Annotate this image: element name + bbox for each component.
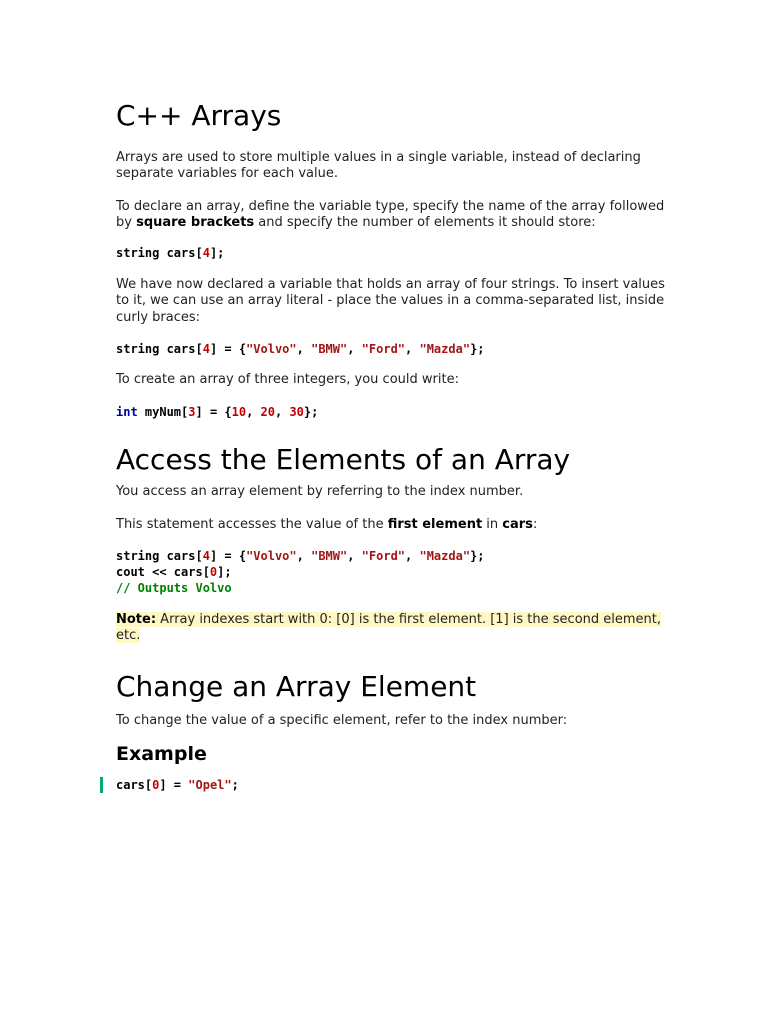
note-highlight bbox=[116, 612, 661, 643]
code-text: , bbox=[405, 342, 420, 357]
code-int-array bbox=[116, 404, 676, 420]
note-text: Array indexes start with 0: [0] is the first element. [1] is the second element, etc. bbox=[116, 611, 662, 644]
code-text: , bbox=[405, 548, 420, 563]
statement-paragraph bbox=[116, 517, 676, 533]
code-text: ] = { bbox=[209, 342, 247, 357]
change-paragraph: To change the value of a specific element, refer to the index number: bbox=[116, 712, 568, 728]
code-text: cars[ bbox=[116, 777, 153, 792]
square-brackets-bold: square brackets bbox=[136, 214, 255, 230]
code-text: string cars[ bbox=[116, 548, 203, 563]
integers-paragraph: To create an array of three integers, you could write: bbox=[116, 372, 459, 388]
access-paragraph: You access an array element by referring to the index number. bbox=[116, 484, 524, 500]
code-text: ]; bbox=[209, 246, 225, 261]
code-text: , bbox=[274, 405, 290, 420]
code-string: "BMW" bbox=[311, 548, 348, 563]
code-text: , bbox=[347, 548, 362, 563]
code-text: }; bbox=[303, 405, 319, 420]
code-string: "Mazda" bbox=[419, 342, 471, 357]
code-comment: // Outputs Volvo bbox=[116, 580, 232, 595]
example-accent-bar bbox=[100, 777, 103, 793]
note-paragraph bbox=[116, 612, 676, 645]
code-number: 10 bbox=[231, 405, 247, 420]
declare-text-before: To declare an array, define the variable type, specify the name of the array followed by bbox=[116, 198, 665, 230]
code-text: cout << cars[ bbox=[116, 564, 210, 579]
code-access-line-3 bbox=[116, 580, 676, 596]
declare-paragraph bbox=[116, 199, 676, 232]
code-string: "Ford" bbox=[361, 548, 406, 563]
code-example bbox=[116, 777, 676, 793]
section-heading-change: Change an Array Element bbox=[116, 669, 477, 703]
code-text: myNum[ bbox=[137, 405, 189, 420]
code-number: 3 bbox=[188, 405, 196, 420]
code-text: , bbox=[296, 548, 312, 563]
code-text: string cars[ bbox=[116, 342, 203, 357]
page-title: C++ Arrays bbox=[116, 99, 282, 132]
code-keyword: int bbox=[116, 405, 138, 420]
code-access-line-1 bbox=[116, 548, 676, 564]
code-text: ] = bbox=[159, 777, 189, 792]
statement-text: in bbox=[482, 516, 503, 532]
cars-bold: cars bbox=[502, 516, 533, 532]
code-number: 0 bbox=[209, 564, 218, 579]
code-string: "Mazda" bbox=[419, 548, 471, 563]
code-number: 4 bbox=[202, 342, 210, 357]
code-text: string cars[ bbox=[116, 246, 203, 261]
code-access-line-2 bbox=[116, 564, 676, 580]
code-number: 20 bbox=[260, 405, 275, 420]
note-label: Note: bbox=[116, 611, 157, 627]
code-text: }; bbox=[470, 342, 485, 357]
code-text: , bbox=[246, 405, 261, 420]
code-string: "Opel" bbox=[188, 777, 232, 792]
code-string: "Ford" bbox=[361, 342, 406, 357]
code-text: ]; bbox=[217, 564, 232, 579]
code-text: }; bbox=[470, 548, 485, 563]
code-text: ; bbox=[231, 777, 239, 792]
code-text: , bbox=[347, 342, 362, 357]
example-heading: Example bbox=[116, 742, 207, 765]
code-number: 4 bbox=[202, 246, 210, 261]
literal-paragraph: We have now declared a variable that holds an array of four strings. To insert values to it, we can use an array literal - place the values in a comma-separated list, inside curly braces: bbox=[116, 277, 665, 325]
code-text: , bbox=[296, 342, 312, 357]
code-number: 4 bbox=[202, 548, 210, 563]
intro-paragraph: Arrays are used to store multiple values in a single variable, instead of declaring separate variables for each value. bbox=[116, 150, 641, 182]
code-array-literal bbox=[116, 341, 676, 357]
code-text: ] = { bbox=[195, 405, 232, 420]
article bbox=[116, 96, 676, 793]
declare-text-after: and specify the number of elements it should store: bbox=[254, 214, 596, 230]
statement-text: : bbox=[532, 516, 538, 532]
code-declare-array bbox=[116, 245, 676, 261]
code-text: ] = { bbox=[209, 548, 247, 563]
code-string: "Volvo" bbox=[246, 342, 297, 357]
code-number: 30 bbox=[289, 405, 304, 420]
first-element-bold: first element bbox=[387, 516, 483, 532]
code-string: "Volvo" bbox=[246, 548, 297, 563]
code-string: "BMW" bbox=[311, 342, 348, 357]
statement-text: This statement accesses the value of the bbox=[116, 516, 388, 532]
code-number: 0 bbox=[152, 777, 160, 792]
section-heading-access: Access the Elements of an Array bbox=[116, 443, 571, 477]
